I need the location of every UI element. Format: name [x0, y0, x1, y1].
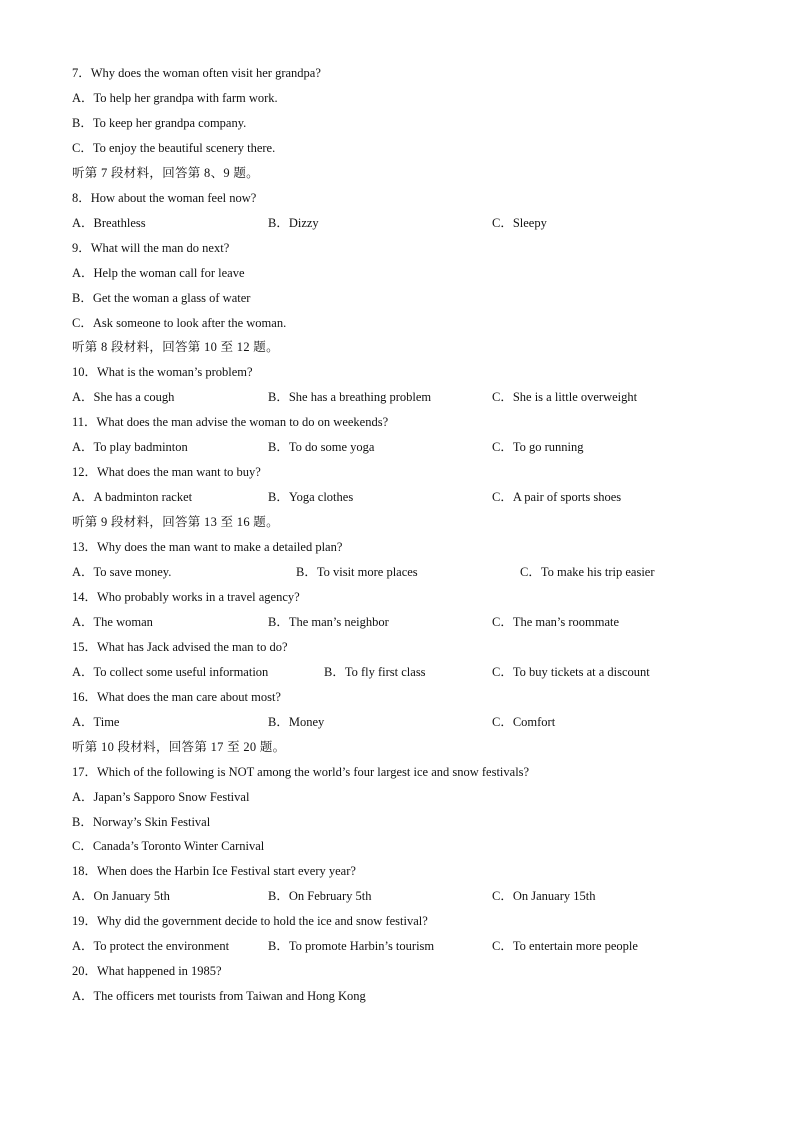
section-heading: 听第 10 段材料，回答第 17 至 20 题。	[72, 740, 286, 754]
question-text: 16．What does the man care about most?	[72, 690, 281, 704]
option-c: C．To go running	[492, 440, 584, 454]
option-line: A．To help her grandpa with farm work.	[72, 91, 278, 105]
option-b: B．Yoga clothes	[268, 490, 354, 504]
question-text: 9．What will the man do next?	[72, 241, 230, 255]
option-c: C．A pair of sports shoes	[492, 490, 622, 504]
question-text: 19．Why did the government decide to hold the ice and snow festival?	[72, 914, 428, 928]
option-line: A．Help the woman call for leave	[72, 266, 245, 280]
option-b: B．She has a breathing problem	[268, 390, 432, 404]
option-a: A．To collect some useful information	[72, 665, 269, 679]
options-row	[72, 934, 712, 959]
option-line: B．To keep her grandpa company.	[72, 116, 247, 130]
option-a: A．To save money.	[72, 565, 172, 579]
options-row	[72, 211, 712, 236]
question-text: 13．Why does the man want to make a detailed plan?	[72, 540, 343, 554]
section-heading: 听第 8 段材料，回答第 10 至 12 题。	[72, 340, 279, 354]
option-b: B．Dizzy	[268, 216, 319, 230]
option-c: C．The man’s roommate	[492, 615, 620, 629]
options-row	[72, 884, 712, 909]
option-a: A．A badminton racket	[72, 490, 193, 504]
question-text: 17．Which of the following is NOT among the world’s four largest ice and snow festivals?	[72, 765, 530, 779]
option-c: C．Sleepy	[492, 216, 547, 230]
question-text: 15．What has Jack advised the man to do?	[72, 640, 288, 654]
question-text: 14．Who probably works in a travel agency?	[72, 590, 300, 604]
option-a: A．On January 5th	[72, 889, 170, 903]
option-b: B．On February 5th	[268, 889, 372, 903]
question-text: 7．Why does the woman often visit her grandpa?	[72, 66, 321, 80]
option-a: A．The woman	[72, 615, 153, 629]
option-line: B．Norway’s Skin Festival	[72, 815, 211, 829]
question-text: 11．What does the man advise the woman to do on weekends?	[72, 415, 389, 429]
question-text: 18．When does the Harbin Ice Festival start every year?	[72, 864, 356, 878]
option-c: C．To buy tickets at a discount	[492, 665, 650, 679]
question-text: 8．How about the woman feel now?	[72, 191, 257, 205]
option-b: B．To visit more places	[296, 565, 418, 579]
options-row	[72, 385, 712, 410]
option-a: A．Breathless	[72, 216, 146, 230]
option-c: C．She is a little overweight	[492, 390, 638, 404]
option-line: C．Ask someone to look after the woman.	[72, 316, 287, 330]
option-b: B．To promote Harbin’s tourism	[268, 939, 435, 953]
section-heading: 听第 9 段材料，回答第 13 至 16 题。	[72, 515, 279, 529]
option-a: A．To protect the environment	[72, 939, 230, 953]
option-line: A．The officers met tourists from Taiwan and Hong Kong	[72, 989, 366, 1003]
options-row	[72, 710, 712, 735]
options-row	[72, 610, 712, 635]
option-line: C．To enjoy the beautiful scenery there.	[72, 141, 276, 155]
option-a: A．Time	[72, 715, 120, 729]
option-c: C．On January 15th	[492, 889, 596, 903]
option-b: B．The man’s neighbor	[268, 615, 389, 629]
option-c: C．To make his trip easier	[520, 565, 655, 579]
question-text: 10．What is the woman’s problem?	[72, 365, 253, 379]
option-a: A．She has a cough	[72, 390, 175, 404]
options-row	[72, 435, 712, 460]
option-c: C．To entertain more people	[492, 939, 638, 953]
option-b: B．To fly first class	[324, 665, 426, 679]
options-row	[72, 660, 712, 685]
option-b: B．To do some yoga	[268, 440, 375, 454]
options-row	[72, 560, 712, 585]
options-row	[72, 485, 712, 510]
option-line: A．Japan’s Sapporo Snow Festival	[72, 790, 250, 804]
option-b: B．Money	[268, 715, 325, 729]
option-c: C．Comfort	[492, 715, 556, 729]
section-heading: 听第 7 段材料，回答第 8、9 题。	[72, 166, 259, 180]
question-text: 20．What happened in 1985?	[72, 964, 222, 978]
option-line: C．Canada’s Toronto Winter Carnival	[72, 839, 265, 853]
option-line: B．Get the woman a glass of water	[72, 291, 251, 305]
option-a: A．To play badminton	[72, 440, 188, 454]
question-text: 12．What does the man want to buy?	[72, 465, 261, 479]
